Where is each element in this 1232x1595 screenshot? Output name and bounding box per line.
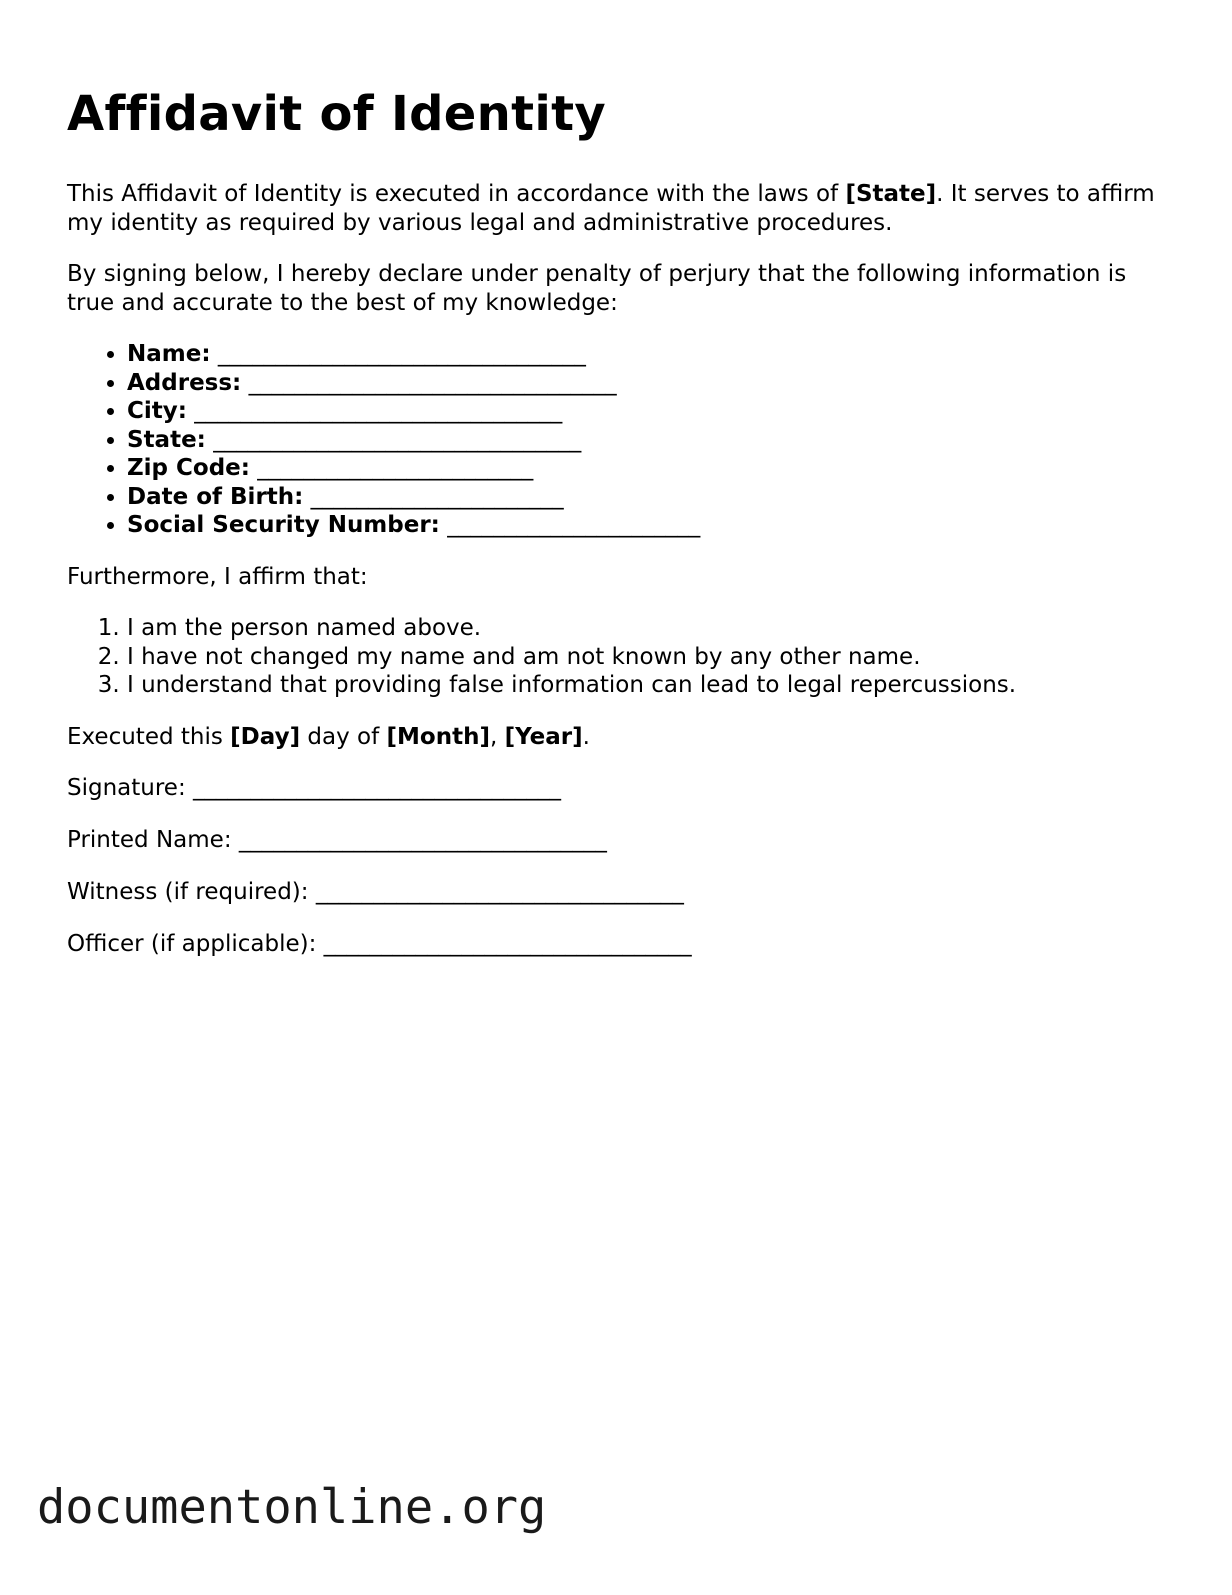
field-label: Date of Birth: bbox=[127, 483, 304, 510]
field-address bbox=[127, 369, 1177, 398]
witness-line bbox=[67, 878, 1177, 907]
intro-text-start: This Affidavit of Identity is executed in accordance with the laws of bbox=[67, 181, 846, 207]
watermark-text: documentonline.org bbox=[37, 1480, 547, 1535]
state-placeholder: [State] bbox=[845, 181, 937, 207]
identity-fields-list bbox=[67, 340, 1177, 540]
year-placeholder: [Year] bbox=[504, 723, 583, 750]
field-blank: ________________________________ bbox=[248, 369, 617, 396]
field-label: Name: bbox=[127, 341, 211, 367]
affirmation-item: 2. I have not changed my name and am not known by any other name. bbox=[127, 643, 1177, 672]
executed-line bbox=[67, 723, 1177, 752]
printed-name-line bbox=[67, 826, 1177, 855]
executed-middle: day of bbox=[300, 723, 387, 750]
day-placeholder: [Day] bbox=[230, 723, 301, 750]
field-blank: ______________________ bbox=[310, 483, 564, 510]
intro-paragraph bbox=[67, 180, 1177, 237]
printed-name-label: Printed Name: bbox=[67, 827, 232, 853]
field-zip-code bbox=[127, 454, 1177, 483]
officer-line bbox=[67, 930, 1177, 959]
field-date-of-birth bbox=[127, 483, 1177, 512]
field-label: Social Security Number: bbox=[127, 512, 440, 538]
witness-label: Witness (if required): bbox=[67, 879, 309, 905]
executed-prefix: Executed this bbox=[67, 723, 231, 750]
declaration-paragraph: By signing below, I hereby declare under penalty of perjury that the following information is true and accurate to the best of my knowledge: bbox=[67, 261, 1127, 316]
executed-suffix: . bbox=[582, 723, 590, 750]
field-ssn bbox=[127, 511, 1177, 540]
field-blank: ________________________ bbox=[257, 455, 534, 481]
field-label: Zip Code: bbox=[127, 455, 250, 481]
officer-blank: ________________________________ bbox=[323, 931, 692, 957]
signature-blank: ________________________________ bbox=[193, 775, 562, 801]
officer-label: Officer (if applicable): bbox=[67, 931, 317, 957]
field-blank: ________________________________ bbox=[217, 341, 586, 367]
signature-line bbox=[67, 774, 1177, 803]
printed-name-blank: ________________________________ bbox=[238, 827, 607, 853]
furthermore-paragraph: Furthermore, I affirm that: bbox=[67, 563, 368, 590]
field-label: State: bbox=[127, 426, 206, 453]
field-name bbox=[127, 340, 1177, 369]
month-placeholder: [Month] bbox=[386, 723, 490, 750]
field-blank: ________________________________ bbox=[213, 426, 582, 453]
intro-text-end: . It serves to affirm my identity as required by various legal and administrative procedures. bbox=[67, 181, 1155, 236]
field-label: Address: bbox=[127, 369, 242, 396]
field-city bbox=[127, 397, 1177, 426]
field-blank: ______________________ bbox=[447, 512, 701, 538]
executed-comma: , bbox=[489, 723, 505, 750]
field-blank: ________________________________ bbox=[194, 398, 563, 424]
signature-label: Signature: bbox=[67, 775, 186, 801]
affirmation-item: 1. I am the person named above. bbox=[127, 614, 1177, 643]
witness-blank: ________________________________ bbox=[315, 879, 684, 905]
affidavit-document bbox=[67, 82, 1177, 982]
document-title: Affidavit of Identity bbox=[67, 86, 606, 142]
field-label: City: bbox=[127, 398, 187, 424]
affirmations-list bbox=[67, 614, 1177, 700]
field-state bbox=[127, 426, 1177, 455]
affirmation-item: 3. I understand that providing false information can lead to legal repercussions. bbox=[127, 671, 1177, 700]
